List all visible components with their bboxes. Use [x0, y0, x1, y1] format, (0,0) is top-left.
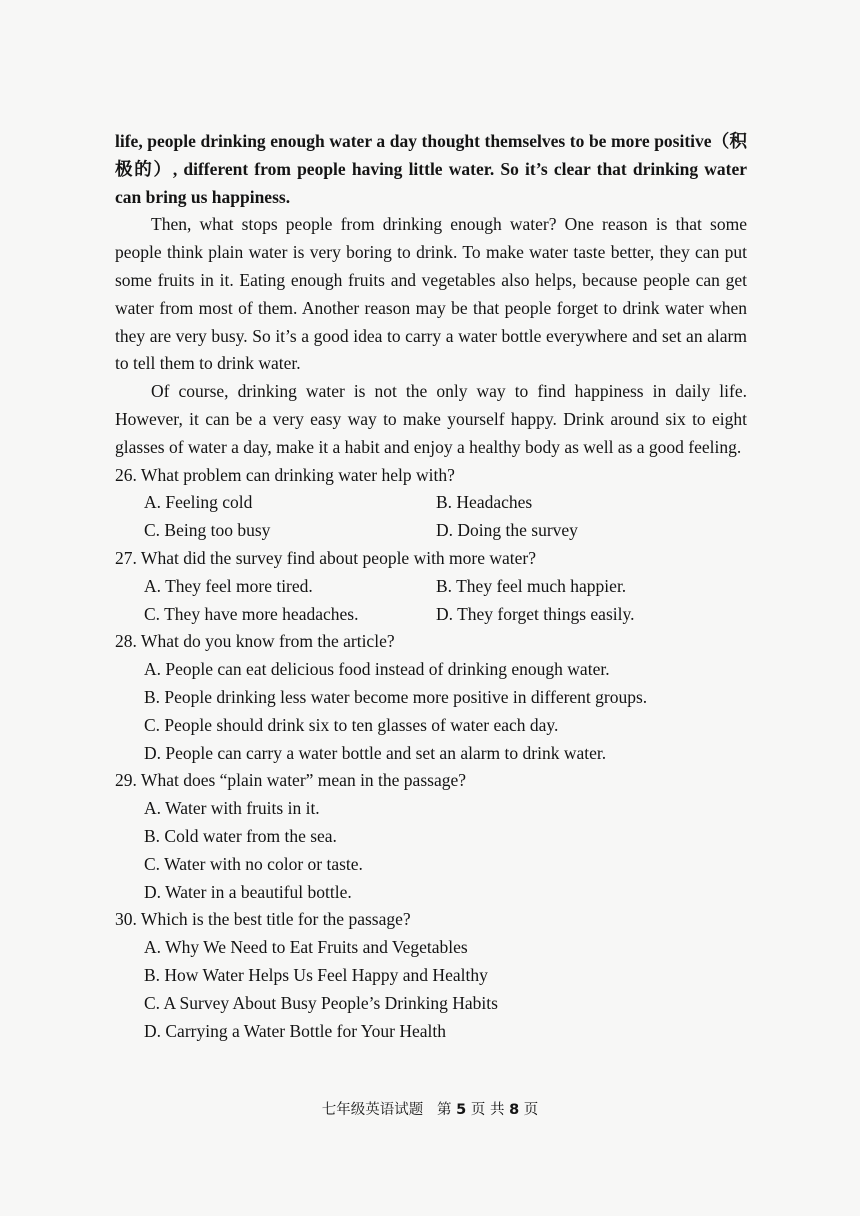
question-29	[115, 767, 747, 906]
option-c: C. Water with no color or taste.	[144, 853, 363, 874]
option-a: A. Feeling cold	[144, 492, 253, 513]
question-28	[115, 628, 747, 767]
page-suffix: 页	[523, 1102, 539, 1118]
question-stem: 28. What do you know from the article?	[115, 631, 395, 652]
option-b: B. Headaches	[436, 492, 533, 513]
option-c: C. Being too busy	[144, 520, 271, 541]
option-c: C. People should drink six to ten glasses of water each day.	[144, 714, 559, 735]
page-prefix: 第	[437, 1102, 452, 1118]
passage-paragraph-2: Then, what stops people from drinking enough water? One reason is that some people think plain water is very boring to drink. To make water taste better, they can put some fruits in it. Eating enough fruits and vegetables also helps, because people can get water from most of them. Another reason may be that people forget to drink water when they are very busy. So it’s a good idea to carry a water bottle everywhere and set an alarm to tell them to drink water.	[115, 214, 747, 374]
option-list	[144, 656, 747, 767]
question-stem: 30. Which is the best title for the passage?	[115, 909, 411, 930]
page-total: 8	[509, 1102, 520, 1118]
page-footer	[0, 1098, 860, 1119]
question-26	[115, 462, 747, 545]
page-number: 5	[456, 1102, 467, 1118]
option-c: C. A Survey About Busy People’s Drinking Habits	[144, 992, 498, 1013]
option-a: A. Water with fruits in it.	[144, 798, 320, 819]
question-30	[115, 906, 747, 1045]
option-d: D. Water in a beautiful bottle.	[144, 881, 352, 902]
question-stem: 27. What did the survey find about people with more water?	[115, 547, 537, 568]
option-b: B. Cold water from the sea.	[144, 825, 337, 846]
option-b: B. How Water Helps Us Feel Happy and Healthy	[144, 964, 488, 985]
page-mid: 页 共	[470, 1102, 505, 1118]
option-list	[144, 573, 747, 629]
option-list	[144, 934, 747, 1045]
passage-paragraph-1: life, people drinking enough water a day thought themselves to be more positive（积极的）, different from people having little water. So it’s clear that drinking water can bring us happiness.	[115, 131, 747, 207]
option-list	[144, 489, 747, 545]
question-stem: 29. What does “plain water” mean in the passage?	[115, 770, 466, 791]
question-27	[115, 545, 747, 628]
passage-paragraph-3: Of course, drinking water is not the only way to find happiness in daily life. However, it can be a very easy way to make yourself happy. Drink around six to eight glasses of water a day, make it a habit and enjoy a healthy body as well as a good feeling.	[115, 381, 747, 457]
option-b: B. People drinking less water become more positive in different groups.	[144, 686, 648, 707]
exam-title: 七年级英语试题	[321, 1102, 424, 1118]
option-a: A. They feel more tired.	[144, 575, 313, 596]
option-d: D. People can carry a water bottle and set an alarm to drink water.	[144, 742, 607, 763]
option-d: D. Doing the survey	[436, 520, 578, 541]
option-a: A. Why We Need to Eat Fruits and Vegetables	[144, 937, 468, 958]
option-a: A. People can eat delicious food instead of drinking enough water.	[144, 659, 610, 680]
question-stem: 26. What problem can drinking water help with?	[115, 464, 455, 485]
option-c: C. They have more headaches.	[144, 603, 359, 624]
question-list	[115, 462, 747, 1046]
option-b: B. They feel much happier.	[436, 575, 627, 596]
option-list	[144, 795, 747, 906]
option-d: D. They forget things easily.	[436, 603, 635, 624]
option-d: D. Carrying a Water Bottle for Your Health	[144, 1020, 447, 1041]
reading-passage	[115, 128, 747, 1045]
